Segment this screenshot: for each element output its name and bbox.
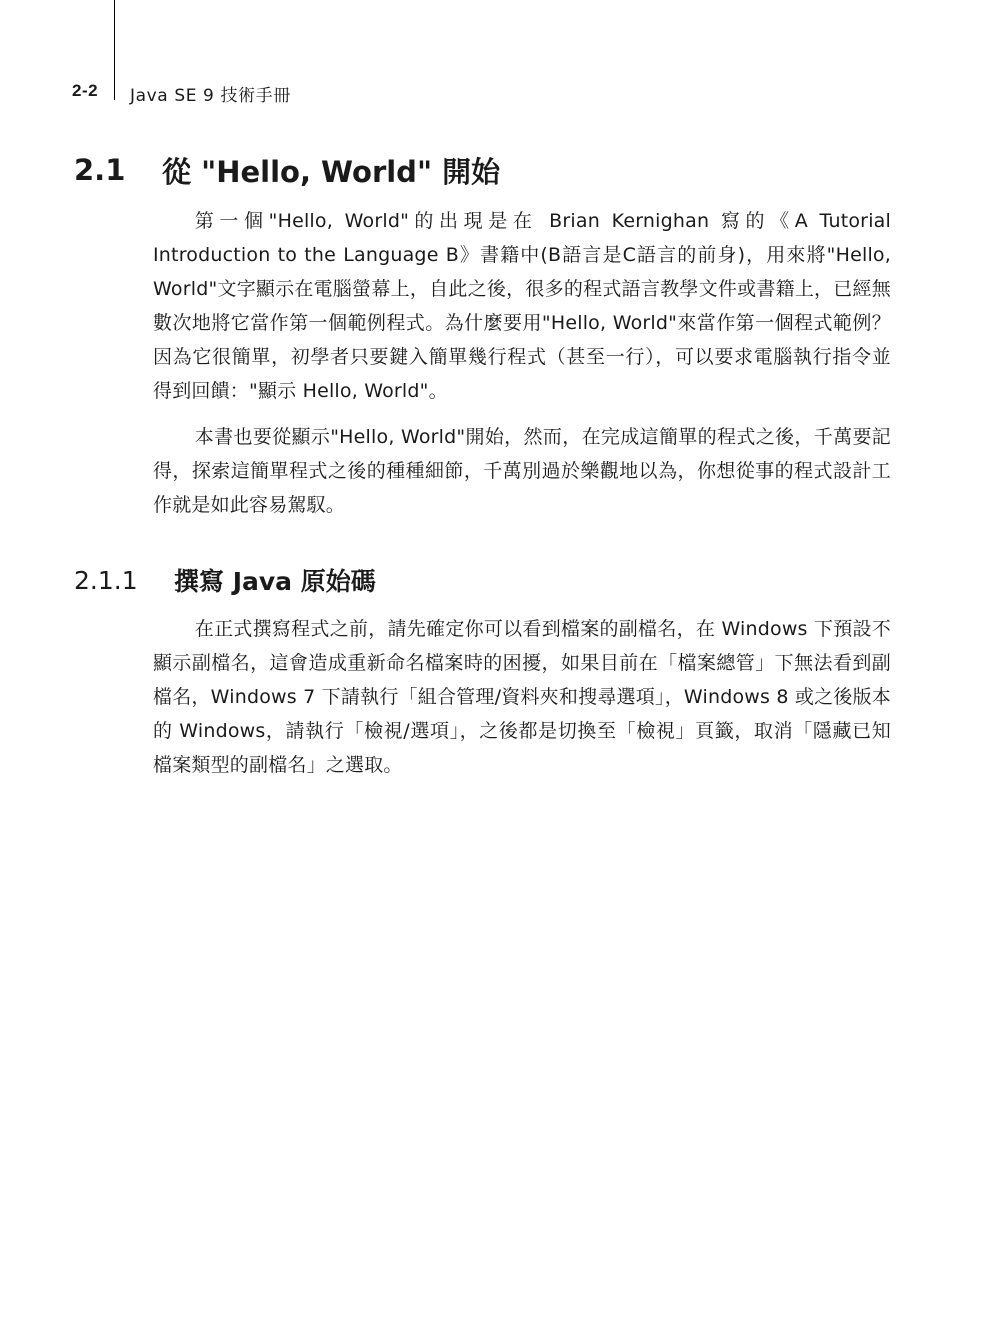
section-paragraph-1: 第一個"Hello, World"的出現是在 Brian Kernighan 寫的《A Tutorial Introduction to the Language B》書籍中(B語言是C語言的前身)，用來將"Hello, World"文字顯示在電腦螢幕上，自此之後，很多的程式語言教學文件或書籍上，已經無數次地將它當作第一個範例程式。為什麼要用"Hello, World"來當作第一個程式範例？因為它很簡單，初學者只要鍵入簡單幾行程式（甚至一行），可以要求電腦執行指令並得到回饋："顯示 Hello, World"。 (153, 210, 891, 402)
subsection-number: 2.1.1 (74, 565, 138, 595)
subsection-paragraph-1: 在正式撰寫程式之前，請先確定你可以看到檔案的副檔名，在 Windows 下預設不顯示副檔名，這會造成重新命名檔案時的困擾，如果目前在「檔案總管」下無法看到副檔名，Windows 7 下請執行「組合管理/資料夾和搜尋選項」，Windows 8 或之後版本的 Windows，請執行「檢視/選項」，之後都是切換至「檢視」頁籤，取消「隱藏已知檔案類型的副檔名」之選取。 (153, 618, 891, 776)
subsection-heading (74, 562, 376, 598)
running-header-title: Java SE 9 技術手冊 (130, 86, 291, 106)
subsection-title: 撰寫 Java 原始碼 (174, 567, 376, 596)
section-number: 2.1 (74, 153, 126, 187)
section-heading (74, 150, 500, 190)
header-divider-line (114, 0, 115, 100)
section-title: 從 "Hello, World" 開始 (162, 154, 501, 189)
page-number: 2-2 (72, 81, 99, 100)
section-paragraph-2: 本書也要從顯示"Hello, World"開始，然而，在完成這簡單的程式之後，千萬要記得，探索這簡單程式之後的種種細節，千萬別過於樂觀地以為，你想從事的程式設計工作就是如此容易駕馭。 (153, 426, 891, 516)
